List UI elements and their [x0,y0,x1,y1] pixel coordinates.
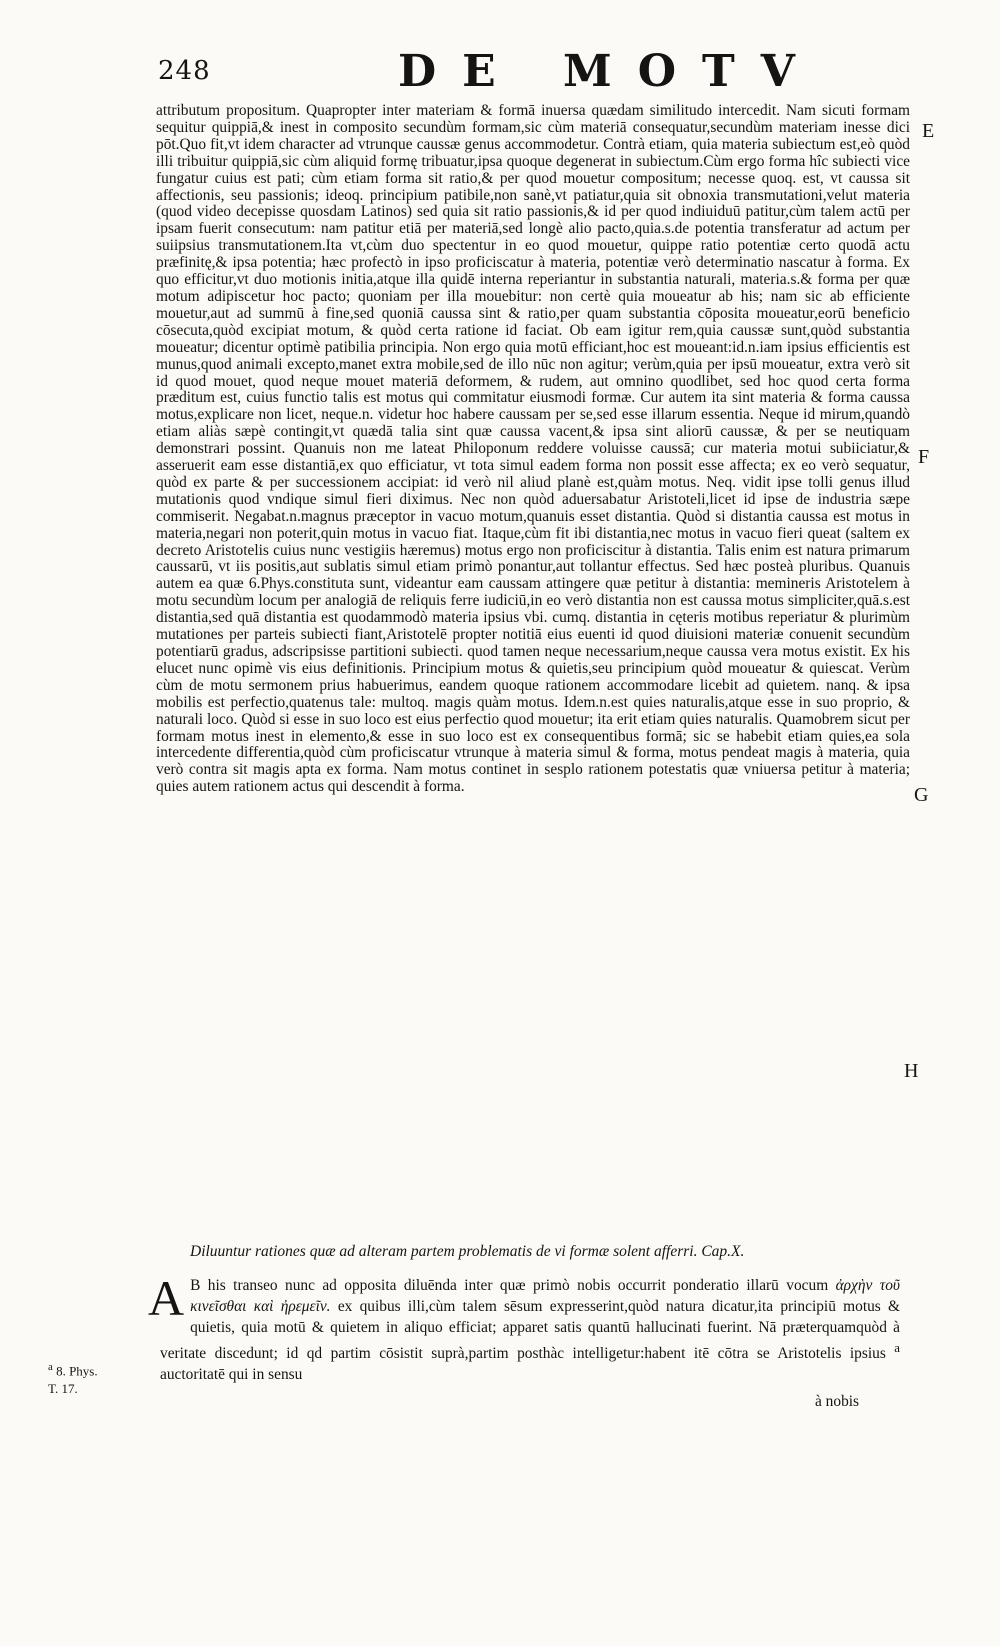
footnote-mark: a [894,1341,900,1355]
drop-cap: A [148,1270,185,1326]
margin-note-line [48,1358,128,1380]
chapter-text-block [148,1270,901,1385]
body-paragraph: attributum propositum. Quapropter inter materiam & formā inuersa quædam similitudo intercedit. Nam sicuti formam sequitur quippiā,& inest in composito secundùm formam,sic cùm materiā consequatur,secundùm materiam inesse dici pōt.Quo fit,vt idem character ad vtrunque caussæ genus accommodetur. Contrà etiam, quia materia subiectum est,eò quòd illi tribuitur quippiā,sic cùm aliquid formę tribuatur,ipsa quoque degenerat in subiectum.Cùm ergo forma hîc subiecti vice fungatur cuius est pati; cùm etiam forma sit ratio,& per quod mouetur compositum; necesse quoq. est, vt caussa sit affectionis, seu passionis; ideoq. principium patibile,non sanè,vt patiatur,quia sit obnoxia transmutationi,velut materia (quod video decepisse quosdam Latinos) sed quia sit ratio passionis,& id per quod indiuiduū patitur,cùm talem actū per ipsam fuerit consecutum: nam patitur etiā per materiā,sed longè alio pacto,quia.s.de potentia transferatur ad actum per suiipsius transmutationem.Ita vt,cùm duo spectentur in eo quod mouetur, quippe ratio potentiæ certo quodā actu præfinitę,& ipsa potentia; hæc profectò in ipso proficiscatur à materia, potentiæ verò determinatio nascatur à forma. Ex quo efficitur,vt duo motionis initia,atque illa quidē interna reperiantur in substantia naturali, materia.s.& forma per quæ motum adipiscetur hoc pacto; quoniam per illa mouebitur: non certè quia moueatur ab his; nam sic ab efficiente mouetur,aut ad summū à fine,sed quoniā caussa sint & ratio,per quam substantia cōposita moueatur,eorū beneficio cōsecuta,quòd excipiat motum, & quòd certa ratione id faciat. Ob eam igitur rem,quia caussæ sunt,quòd substantia moueatur; dicentur optimè patibilia principia. Non ergo quia motū efficiant,hoc est moueant:id.n.iam ipsius efficientis est munus,quod animali excepto,manet extra mobile,sed de illo nūc non agitur; verùm,quia per ipsū moueatur, extra verò sit id quod mouet, quod neque mouet materiā deformem, & rudem, aut omnino quodlibet, sed hoc quod certa forma præditum est, cuius functio talis est motus qui commitatur eiusmodi formæ. Cur autem ita sint materia & forma caussa motus,explicare non licet, neque.n. videtur hoc habere caussam per se,sed esse illarum essentia. Neque id mirum,quandò etiam aliàs sæpè contingit,vt quædā talia sint quæ caussa vacent,& ipsa sint aliorū caussæ, & per se neutiquam demonstrari possint. Quanuis non me lateat Philoponum reddere voluisse caussā; cur materia motui subiiciatur,& asseruerit eam esse distantiā,ex quo efficiatur, vt tota simul eadem forma non possit esse affecta; ex eo verò sequatur, quòd ex parte & per successionem accipiat: id verò nil aliud planè est,quàm motus. Neq. vidit ipse tolli genus illud mutationis quod vndique simul fieri diximus. Nec non quòd aduersabatur Aristoteli,licet id ipse de industria sæpe commiserit. Negabat.n.magnus præceptor in vacuo motum,quanuis esset distantia. Quòd si distantia caussa est motus in materia,negari non poterit,quin motus in vacuo fiat. Itaque,cùm fit ibi distantia,nec motus in vacuo fieri queat (saltem ex decreto Aristotelis cuius nunc vestigiis hæremus) motus ergo non proficiscitur à distantia. Talis enim est natura primarum caussarū, vt iis positis,aut sublatis simul etiam primò ponantur,aut tollantur effectus. Sed hæc posteà pluribus. Quanuis autem ea quæ 6.Phys.constituta sunt, videantur eam caussam attingere quæ petitur à distantia: memineris Aristotelem à motu secundùm locum per analogiā de reliquis ferre iudiciū,in eo verò distantia non est caussa motus simpliciter,quā.s.est distantia,sed quā distantia est quodammodò materia ipsius vbi. cumq. distantia in cęteris motibus reperiatur & plurimùm mutationes per parteis subiecti fiant,Aristotelē propter notitiā eius euenti id quod diuisioni materiæ conuenit secundùm potentiarū gradus, adscripsisse partitioni subiecti. quod tamen neque necessarium,neque caussa vera motus existit. Ex his elucet nunc opimè vis eius definitionis. Principium motus & quietis,seu principium quòd moueatur & quiescat. Verùm cùm de motu sermonem prius habuerimus, eandem quoque rationem accommodare licebit ad quietem. nanq. & ipsa mobilis est perfectio,quatenus tale: multoq. magis quàm motus. Idem.n.est quies naturalis,atque esse in suo proprio, & naturali loco. Quòd si esse in suo loco est eius perfectio quod mouetur; ita erit etiam quies naturalis. Quamobrem sicut per formam motus inest in elemento,& esse in suo loco est ex consequentibus formā; sic se habebit etiam quies,ea sola intercedente differentia,quòd cùm proficiscatur vtrunque à materia simul & forma, motus pendeat magis à materia, quia verò contra sit magis apta ex forma. Nam motus continet in sesplo rationem potestatis quæ vniuersa petitur à materia; quies autem rationem actus qui descendit à forma. [156,102,910,796]
main-text-block [156,103,910,796]
margin-note-mark: a [48,1361,53,1373]
chapter-text-start: B his transeo nunc ad opposita diluēnda inter quæ primò nobis occurrit ponderatio illarū vocum [190,1277,829,1294]
margin-note-text: 8. Phys. [56,1363,98,1379]
page-number: 248 [158,56,211,86]
margin-letter-h: H [904,1060,919,1082]
chapter-text-middle: ex quibus illi,cùm talem sēsum expresserint,quòd natura dicatur,ita principiū motus & quietis, quia motū & quietem in aliquo efficiat; apparet satis quantū hallucinati fuerint. Nā præterquamquòd à veritate discedunt; id qd partim cōsistit suprà,partim posthàc intelligetur:habent itē cōtra se Aristotelis ipsius [160,1298,901,1363]
chapter-text-end: auctoritatē qui in sensu [160,1366,303,1384]
margin-letter-e: E [922,120,935,142]
margin-letter-f: F [918,446,930,468]
running-head: DE MOTV [398,46,821,97]
page-header [150,46,920,106]
margin-note-line: T. 17. [48,1381,78,1397]
greek-quotation: ἀρχὴν τοῦ κινεῖσθαι καὶ ἠρεμεῖν. [190,1277,900,1315]
margin-letter-g: G [914,784,929,806]
chapter-heading: Diluuntur rationes quæ ad alteram partem problematis de vi formæ solent afferri. Cap.X. [190,1243,745,1260]
margin-note [48,1358,128,1398]
catchword: à nobis [815,1393,860,1410]
